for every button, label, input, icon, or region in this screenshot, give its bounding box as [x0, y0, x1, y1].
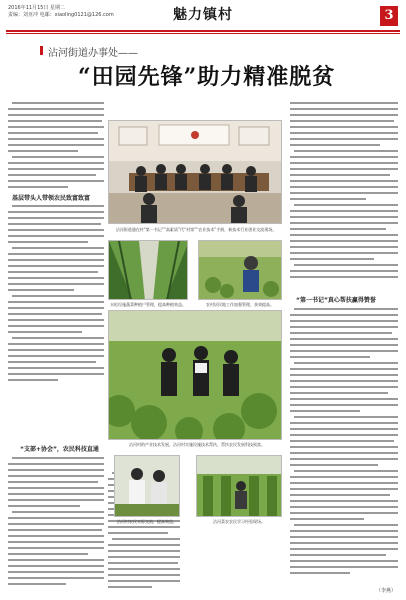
body-text-block [8, 455, 104, 590]
editor-signature: （李燕） [375, 588, 396, 594]
issue-date: 2016年11月15日 星期二 [8, 5, 66, 11]
subhead-1: 基层带头人带领农民致富致富 [12, 195, 91, 202]
photo-caption-2: 水松设施蔬菜种植户管理，提高种植效益。 [110, 302, 186, 307]
photo-farmer [198, 240, 282, 300]
page-number-badge: 3 [380, 6, 398, 26]
photo-meeting [108, 120, 282, 224]
produce-photo-art [115, 456, 180, 517]
photo-caption-3: 农村居民地工作加强管理，获效提高。 [206, 302, 274, 307]
body-text-lines [8, 203, 104, 383]
visit-photo-art [109, 311, 282, 440]
article-kicker: 沾河街道办事处—— [48, 48, 138, 59]
section-title: 魅力镇村 [173, 7, 233, 23]
body-text-block [290, 306, 398, 584]
photo-caption-1: 沾河街道通在村“第一书记”“高素质”代“村第”“农业技术”手册，新技术行业创业交流现场。 [115, 227, 277, 232]
kicker-marker [40, 46, 43, 55]
photo-caption-6: 沾河菜农农民学习经验现场。 [213, 519, 265, 524]
body-text-block [290, 100, 398, 280]
subhead-3: “第一书记”真心帮扶赢得赞誉 [296, 297, 376, 304]
header-divider [6, 30, 400, 32]
body-text-lines [290, 100, 398, 280]
subhead-2: “支部+协会”，农民科技直通 [20, 446, 99, 453]
photo-rows [196, 455, 282, 517]
photo-visit [108, 310, 282, 440]
body-text-lines [8, 455, 104, 590]
body-text-lines [8, 100, 104, 190]
photo-caption-4: 沾河村的产业技术发展，沾河村实施设施技术帮扶，帮扶农民发展科技致富。 [129, 442, 265, 447]
farmer-photo-art [199, 241, 282, 300]
header-divider-thin [6, 33, 400, 34]
body-text-block [8, 203, 104, 383]
photo-produce [114, 455, 180, 517]
body-text-block [8, 100, 104, 190]
photo-caption-5: 沾河村农民实际交流，提高效益。 [117, 519, 177, 524]
greenhouse-photo-art [109, 241, 188, 300]
issue-editor: 责编：刘亚冲 电邮：xiaoling0121@126.com [8, 12, 114, 18]
photo-greenhouse [108, 240, 188, 300]
body-text-lines [290, 306, 398, 584]
article-headline: “田园先锋”助力精准脱贫 [78, 64, 336, 90]
rows-photo-art [197, 456, 282, 517]
meeting-photo-art [109, 121, 282, 224]
